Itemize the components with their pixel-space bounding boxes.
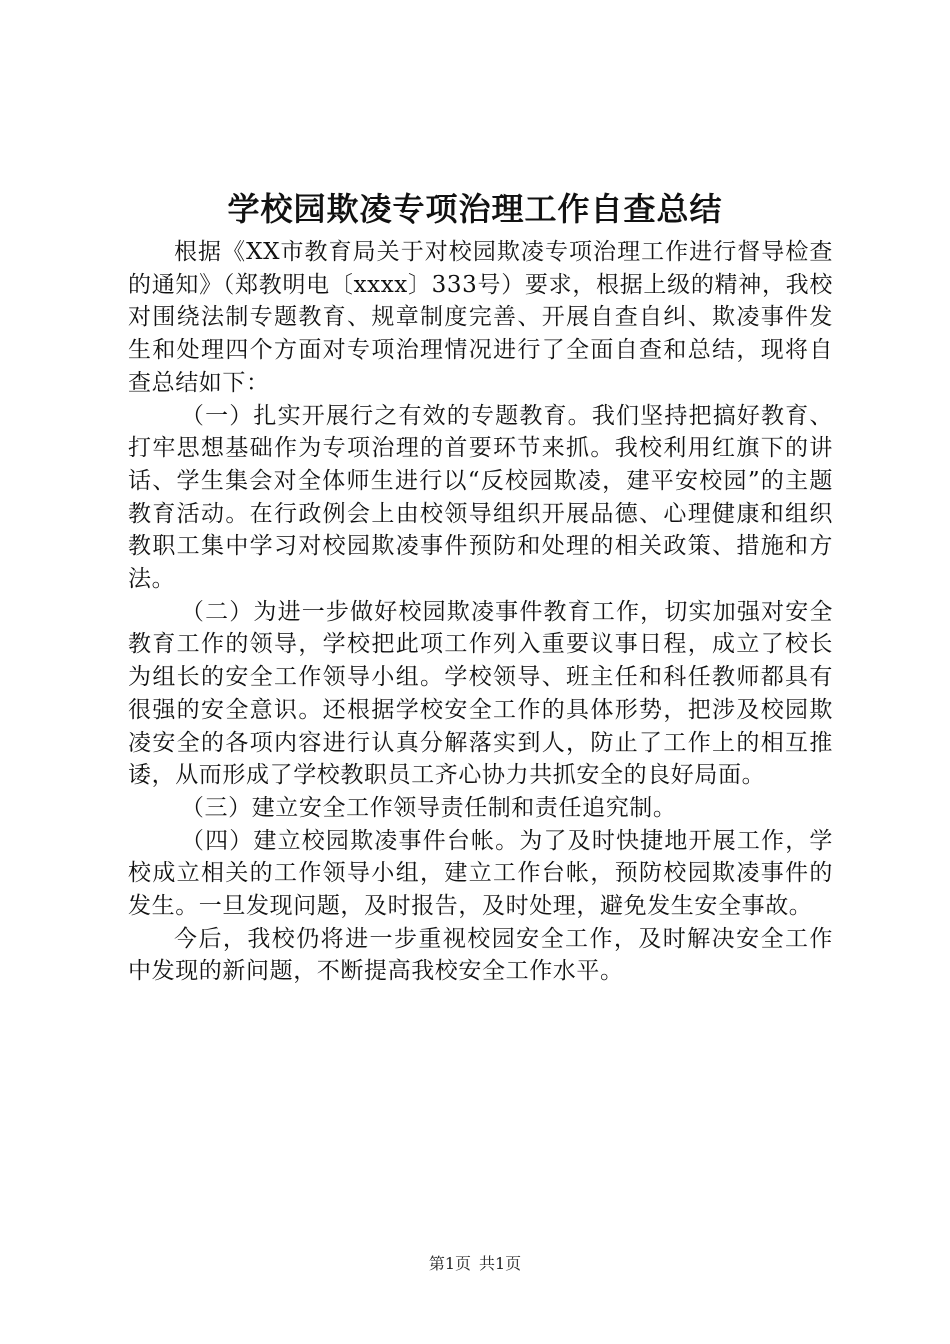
section-1-paragraph: （一）扎实开展行之有效的专题教育。我们坚持把搞好教育、打牢思想基础作为专项治理的首要环节来抓。我校利用红旗下的讲话、学生集会对全体师生进行以“反校园欺凌，建平安校园”的主题教育活动。在行政例会上由校领导组织开展品德、心理健康和组织教职工集中学习对校园欺凌事件预防和处理的相关政策、措施和方法。 bbox=[128, 402, 833, 593]
intro-paragraph: 根据《XX市教育局关于对校园欺凌专项治理工作进行督导检查的通知》（郑教明电〔xxxx〕333号）要求，根据上级的精神，我校对围绕法制专题教育、规章制度完善、开展自查自纠、欺凌事件发生和处理四个方面对专项治理情况进行了全面自查和总结，现将自查总结如下： bbox=[128, 239, 833, 396]
page-total: 共1页 bbox=[479, 1254, 522, 1273]
section-4-paragraph: （四）建立校园欺凌事件台帐。为了及时快捷地开展工作，学校成立相关的工作领导小组，建立工作台帐，预防校园欺凌事件的发生。一旦发现问题，及时报告，及时处理，避免发生安全事故。 bbox=[128, 827, 833, 920]
closing-paragraph: 今后，我校仍将进一步重视校园安全工作，及时解决安全工作中发现的新问题，不断提高我校安全工作水平。 bbox=[128, 925, 833, 985]
section-2-paragraph: （二）为进一步做好校园欺凌事件教育工作，切实加强对安全教育工作的领导，学校把此项工作列入重要议事日程，成立了校长为组长的安全工作领导小组。学校领导、班主任和科任教师都具有很强的安全意识。还根据学校安全工作的具体形势，把涉及校园欺凌安全的各项内容进行认真分解落实到人，防止了工作上的相互推诿，从而形成了学校教职员工齐心协力共抓安全的良好局面。 bbox=[128, 598, 833, 789]
section-3-paragraph: （三）建立安全工作领导责任制和责任追究制。 bbox=[180, 794, 677, 821]
page-footer bbox=[0, 1254, 950, 1274]
document-title: 学校园欺凌专项治理工作自查总结 bbox=[227, 190, 723, 228]
page-number: 第1页 bbox=[428, 1254, 471, 1273]
document-body bbox=[128, 236, 833, 988]
